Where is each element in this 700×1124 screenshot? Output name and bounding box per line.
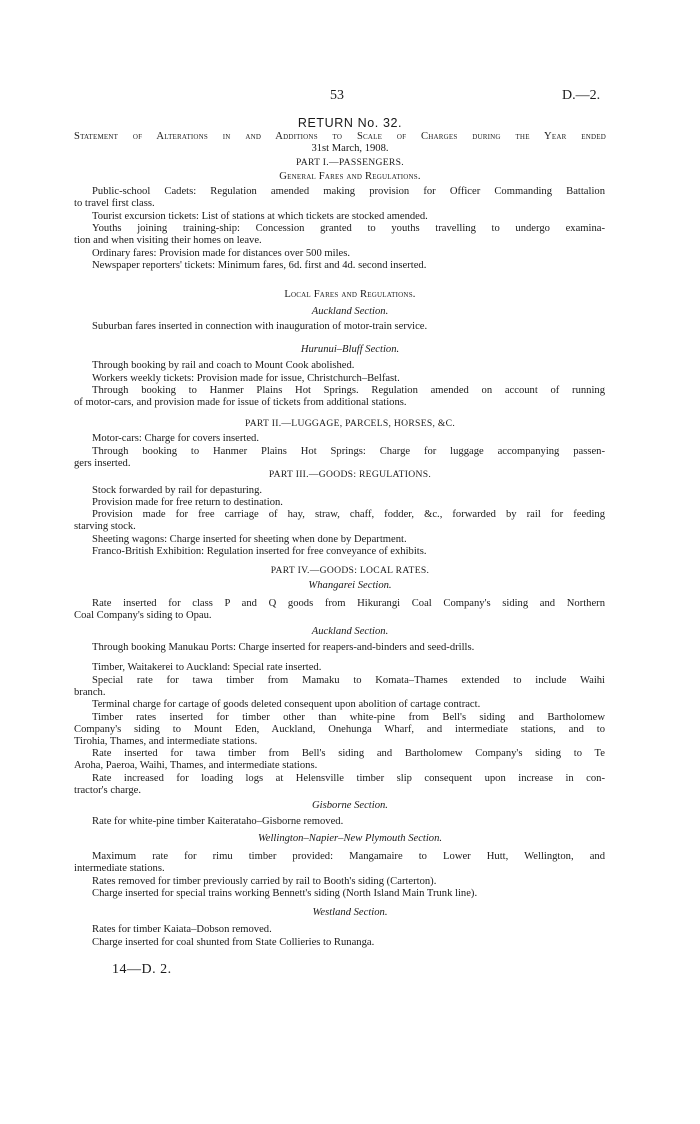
printer-signature: 14—D. 2. [112,962,172,977]
general-fares-heading: General Fares and Regulations. [279,171,421,182]
text-line: Tourist excursion tickets: List of stations at which tickets are stocked amended. [92,211,428,222]
text-line: Maximum rate for rimu timber provided: Mangamaire to Lower Hutt, Wellington, and [92,851,605,862]
text-line: Rate for white-pine timber Kaiteratahо–Gisborne removed. [92,816,344,827]
local-fares-heading: Local Fares and Regulations. [284,289,416,300]
part3-heading: PART III.—GOODS: REGULATIONS. [268,469,432,480]
return-title: RETURN No. 32. [297,116,403,130]
document-reference: D.—2. [562,88,601,103]
text-line: Newspaper reporters' tickets: Minimum fares, 6d. first and 4d. second inserted. [92,260,427,271]
text-line: Workers weekly tickets: Provision made for issue, Christchurch–Belfast. [92,373,400,384]
text-line: Company's siding to Mount Eden, Auckland, Onehunga Wharf, and intermediate stations, and to [74,724,605,735]
text-line: Aroha, Paeroa, Waihi, Thames, and intermediate stations. [74,760,318,771]
part2-heading: PART II.—LUGGAGE, PARCELS, HORSES, &C. [244,418,456,429]
text-line: Rates for timber Kaiata–Dobson removed. [92,924,272,935]
hurunui-section-heading: Hurunui–Bluff Section. [300,344,400,355]
text-line: Tirohia, Thames, and intermediate stations. [74,736,258,747]
text-line: Through booking to Hanmer Plains Hot Springs: Charge for luggage accompanying passen- [92,446,605,457]
text-line: Timber, Waitakerei to Auckland: Special rate inserted. [92,662,322,673]
text-line: Provision made for free carriage of hay, straw, chaff, fodder, &c., forwarded by rail for feeding [92,509,605,520]
text-line: branch. [74,687,106,698]
text-line: Coal Company's siding to Opau. [74,610,212,621]
text-line: Public-school Cadets: Regulation amended making provision for Officer Commanding Battalion [92,186,605,197]
text-line: Charge inserted for special trains working Bennett's siding (North Island Main Trunk line). [92,888,478,899]
text-line: Through booking by rail and coach to Mount Cook abolished. [92,360,355,371]
text-line: Provision made for free return to destination. [92,497,283,508]
westland-section-heading: Westland Section. [312,907,388,918]
text-line: Rates removed for timber previously carried by rail to Booth's siding (Carterton). [92,876,437,887]
text-line: Timber rates inserted for timber other than white-pine from Bell's siding and Bartholomew [92,712,605,723]
text-line: Sheeting wagons: Charge inserted for sheeting when done by Department. [92,534,407,545]
text-line: Rate inserted for class P and Q goods from Hikurangi Coal Company's siding and Northern [92,598,605,609]
text-line: tractor's charge. [74,785,142,796]
text-line: Ordinary fares: Provision made for distances over 500 miles. [92,248,351,259]
text-line: Special rate for tawa timber from Mamaku to Komata–Thames extended to include Waihi [92,675,605,686]
text-line: Stock forwarded by rail for depasturing. [92,485,263,496]
text-line: to travel first class. [74,198,155,209]
text-line: Through booking Manukau Ports: Charge inserted for reapers-and-binders and seed-drills. [92,642,475,653]
part1-heading: PART I.—PASSENGERS. [296,157,404,168]
auckland-section-heading: Auckland Section. [311,306,389,317]
text-line: Through booking to Hanmer Plains Hot Springs. Regulation amended on account of running [92,385,605,396]
text-line: tion and when visiting their homes on leave. [74,235,262,246]
text-line: starving stock. [74,521,136,532]
statement-line-2: 31st March, 1908. [311,143,389,154]
text-line: Rate inserted for tawa timber from Bell's siding and Bartholomew Company's siding to Te [92,748,605,759]
text-line: gers inserted. [74,458,131,469]
text-line: Rate increased for loading logs at Helensville timber slip consequent upon increase in con- [92,773,605,784]
text-line: Youths joining training-ship: Concession granted to youths travelling to undergo examina- [92,223,605,234]
gisborne-section-heading: Gisborne Section. [312,800,388,811]
text-line: Terminal charge for cartage of goods deleted consequent upon abolition of cartage contract. [92,699,481,710]
text-line: Charge inserted for coal shunted from State Collieries to Runanga. [92,937,375,948]
text-line: intermediate stations. [74,863,165,874]
part4-heading: PART IV.—GOODS: LOCAL RATES. [270,565,430,576]
wellington-section-heading: Wellington–Napier–New Plymouth Section. [257,833,443,844]
text-line: Suburban fares inserted in connection with inauguration of motor-train service. [92,321,428,332]
text-line: of motor-cars, and provision made for issue of tickets from additional stations. [74,397,407,408]
text-line: Franco-British Exhibition: Regulation inserted for free conveyance of exhibits. [92,546,427,557]
page-number: 53 [330,88,344,103]
text-line: Motor-cars: Charge for covers inserted. [92,433,259,444]
auckland-goods-section-heading: Auckland Section. [311,626,389,637]
whangarei-section-heading: Whangarei Section. [308,580,392,591]
statement-line-1: Statement of Alterations in and Additions to Scale of Charges during the Year ended [74,131,606,142]
